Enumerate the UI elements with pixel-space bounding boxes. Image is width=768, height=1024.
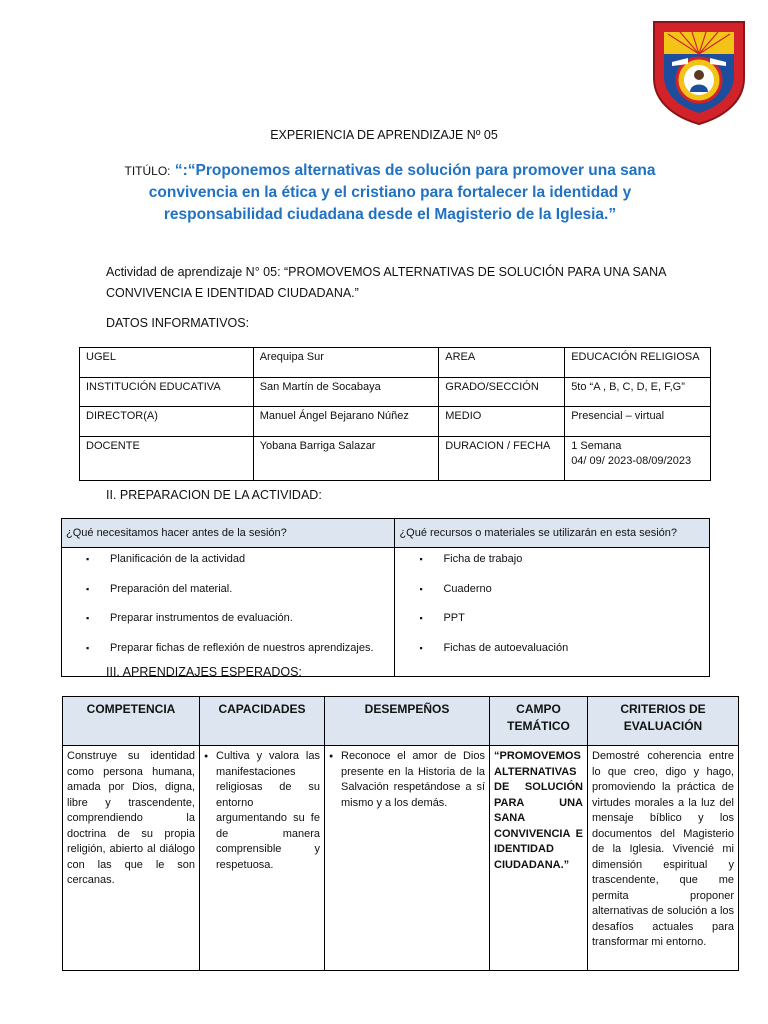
cell-medio-value: Presencial – virtual xyxy=(565,407,711,437)
table-row xyxy=(80,437,711,481)
cell-director-value: Manuel Ángel Bejarano Núñez xyxy=(253,407,439,437)
aprendizajes-table xyxy=(62,696,739,971)
preparacion-heading: II. PREPARACION DE LA ACTIVIDAD: xyxy=(106,488,322,502)
header-desempenos: DESEMPEÑOS xyxy=(325,697,490,746)
list-item: ▪ Ficha de trabajo xyxy=(419,552,705,582)
list-item: ▪ PPT xyxy=(419,611,705,641)
prep-col2-list xyxy=(399,552,705,670)
cell-area-label: AREA xyxy=(439,348,565,378)
cell-duracion-label: DURACION / FECHA xyxy=(439,437,565,481)
cell-criterios: Demostré coherencia entre lo que creo, digo y hago, promoviendo la práctica de virtudes morales a la luz del mensaje bíblico y los documentos del Magisterio de la Iglesia. Vivencié mi dimensión espiritual y trascendente, que me permita proponer alternativas de solución a los desafíos actuales para transformar mi entorno. xyxy=(588,746,739,971)
list-item: ▪ Preparar instrumentos de evaluación. xyxy=(86,611,390,641)
header-campo: CAMPO TEMÁTICO xyxy=(490,697,588,746)
list-item: ▪ Fichas de autoevaluación xyxy=(419,641,705,671)
table-row xyxy=(80,348,711,378)
cell-director-label: DIRECTOR(A) xyxy=(80,407,254,437)
header-competencia: COMPETENCIA xyxy=(63,697,200,746)
info-table xyxy=(79,347,711,481)
list-item: ▪ Preparación del material. xyxy=(86,582,390,612)
preparacion-table xyxy=(61,518,710,677)
cell-grado-value: 5to “A , B, C, D, E, F,G” xyxy=(565,378,711,407)
header-criterios: CRITERIOS DE EVALUACIÓN xyxy=(588,697,739,746)
cell-ugel-label: UGEL xyxy=(80,348,254,378)
prep-col1-header: ¿Qué necesitamos hacer antes de la sesión? xyxy=(62,519,395,548)
table-row xyxy=(63,697,739,746)
cell-desempenos: ● Reconoce el amor de Dios presente en la Historia de la Salvación respetándose a sí mismo y a los demás. xyxy=(329,749,485,811)
duracion-fecha: 04/ 09/ 2023-08/09/2023 xyxy=(571,455,692,467)
experience-title: EXPERIENCIA DE APRENDIZAJE Nº 05 xyxy=(270,128,498,142)
prep-col2-header: ¿Qué recursos o materiales se utilizarán en esta sesión? xyxy=(395,519,710,548)
title-text: “:“Proponemos alternativas de solución para promover una sana convivencia en la ética y el cristiano para fortalecer la identidad y responsabilidad ciudadana desde el Magisterio de la Iglesia.” xyxy=(148,162,656,223)
cell-grado-label: GRADO/SECCIÓN xyxy=(439,378,565,407)
datos-heading: DATOS INFORMATIVOS: xyxy=(106,316,250,330)
list-item: ▪ Cuaderno xyxy=(419,582,705,612)
header-capacidades: CAPACIDADES xyxy=(200,697,325,746)
cell-medio-label: MEDIO xyxy=(439,407,565,437)
school-crest-logo xyxy=(650,18,748,126)
list-item: ▪ Preparar fichas de reflexión de nuestros aprendizajes. xyxy=(86,641,390,671)
cell-docente-label: DOCENTE xyxy=(80,437,254,481)
title-label: TITÚLO: xyxy=(124,164,171,178)
duracion-semana: 1 Semana xyxy=(571,440,622,452)
cell-campo: “PROMOVEMOS ALTERNATIVAS DE SOLUCIÓN PARA UNA SANA CONVIVENCIA E IDENTIDAD CIUDADANA.” xyxy=(490,746,588,971)
aprendizajes-heading: III. APRENDIZAJES ESPERADOS: xyxy=(106,665,302,679)
cell-capacidades: ● Cultiva y valora las manifestaciones religiosas de su entorno argumentando su fe de manera comprensible y respetuosa. xyxy=(204,749,320,873)
cell-ie-label: INSTITUCIÓN EDUCATIVA xyxy=(80,378,254,407)
table-row xyxy=(80,378,711,407)
title-block xyxy=(110,160,670,226)
cell-docente-value: Yobana Barriga Salazar xyxy=(253,437,439,481)
table-row xyxy=(62,519,710,548)
activity-heading: Actividad de aprendizaje N° 05: “PROMOVEMOS ALTERNATIVAS DE SOLUCIÓN PARA UNA SANA CONVIVENCIA E IDENTIDAD CIUDADANA.” xyxy=(106,265,666,300)
table-row xyxy=(80,407,711,437)
table-row xyxy=(63,746,739,971)
table-row xyxy=(62,548,710,677)
cell-duracion-value xyxy=(565,437,711,481)
list-item: ▪ Planificación de la actividad xyxy=(86,552,390,582)
prep-col1-list xyxy=(66,552,390,670)
cell-ugel-value: Arequipa Sur xyxy=(253,348,439,378)
cell-competencia: Construye su identidad como persona humana, amada por Dios, digna, libre y trascendente, comprendiendo la doctrina de su propia religión, abierto al diálogo con las que le son cercanas. xyxy=(63,746,200,971)
cell-area-value: EDUCACIÓN RELIGIOSA xyxy=(565,348,711,378)
cell-ie-value: San Martín de Socabaya xyxy=(253,378,439,407)
